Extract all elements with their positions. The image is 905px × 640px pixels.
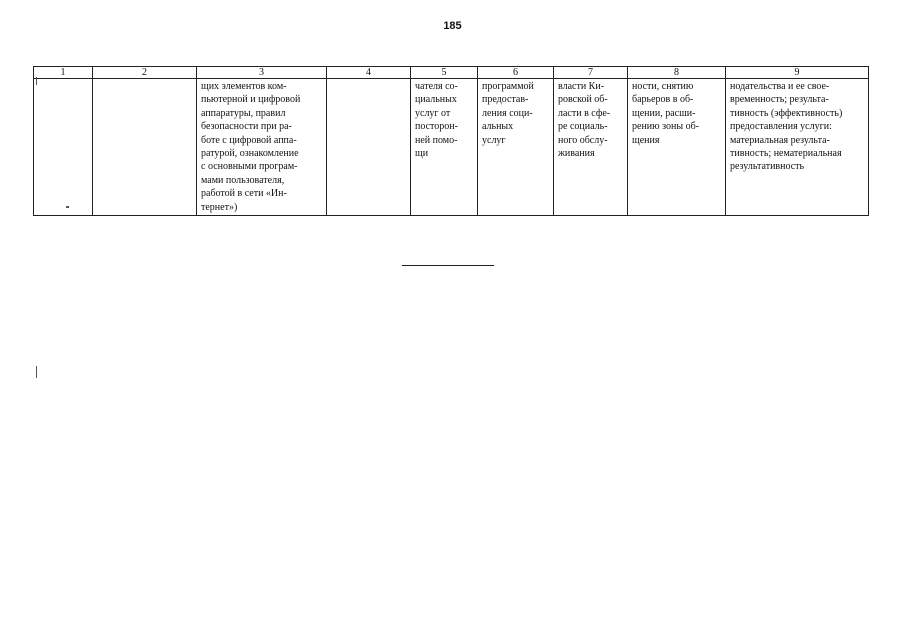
table-cell-col6: программой предостав- ления соци- альных услуг (478, 79, 554, 216)
column-header-7: 7 (554, 67, 628, 79)
footnote-separator-line (402, 265, 494, 266)
scan-artifact-mark (36, 77, 37, 85)
column-header-9: 9 (726, 67, 869, 79)
table-cell-col9: нодательства и ее свое- временность; результа- тивность (эффективность) предоставления услуги: материальная результа- тивность; нематериальная результативность (726, 79, 869, 216)
table-cell-col5: чателя со- циальных услуг от посторон- ней помо- щи (411, 79, 478, 216)
table-cell-col8: ности, снятию барьеров в об- щении, расши- рению зоны об- щения (628, 79, 726, 216)
column-header-3: 3 (197, 67, 327, 79)
table-cell-col3: щих элементов ком- пьютерной и цифровой аппаратуры, правил безопасности при ра- боте с цифровой аппа- ратурой, ознакомление с основными програм- мами пользователя, работой в сети «Ин- тернет») (197, 79, 327, 216)
table-row (34, 79, 869, 216)
scan-artifact-mark (66, 206, 69, 208)
column-header-5: 5 (411, 67, 478, 79)
column-header-4: 4 (327, 67, 411, 79)
column-header-8: 8 (628, 67, 726, 79)
table-cell-col4 (327, 79, 411, 216)
services-table (33, 66, 869, 216)
table-cell-col2 (93, 79, 197, 216)
table-cell-col7: власти Ки- ровской об- ласти в сфе- ре социаль- ного обслу- живания (554, 79, 628, 216)
table-header-row (34, 67, 869, 79)
column-header-6: 6 (478, 67, 554, 79)
table-cell-col1 (34, 79, 93, 216)
column-header-2: 2 (93, 67, 197, 79)
column-header-1: 1 (34, 67, 93, 79)
scan-artifact-mark (36, 366, 37, 378)
page-number: 185 (443, 20, 462, 32)
